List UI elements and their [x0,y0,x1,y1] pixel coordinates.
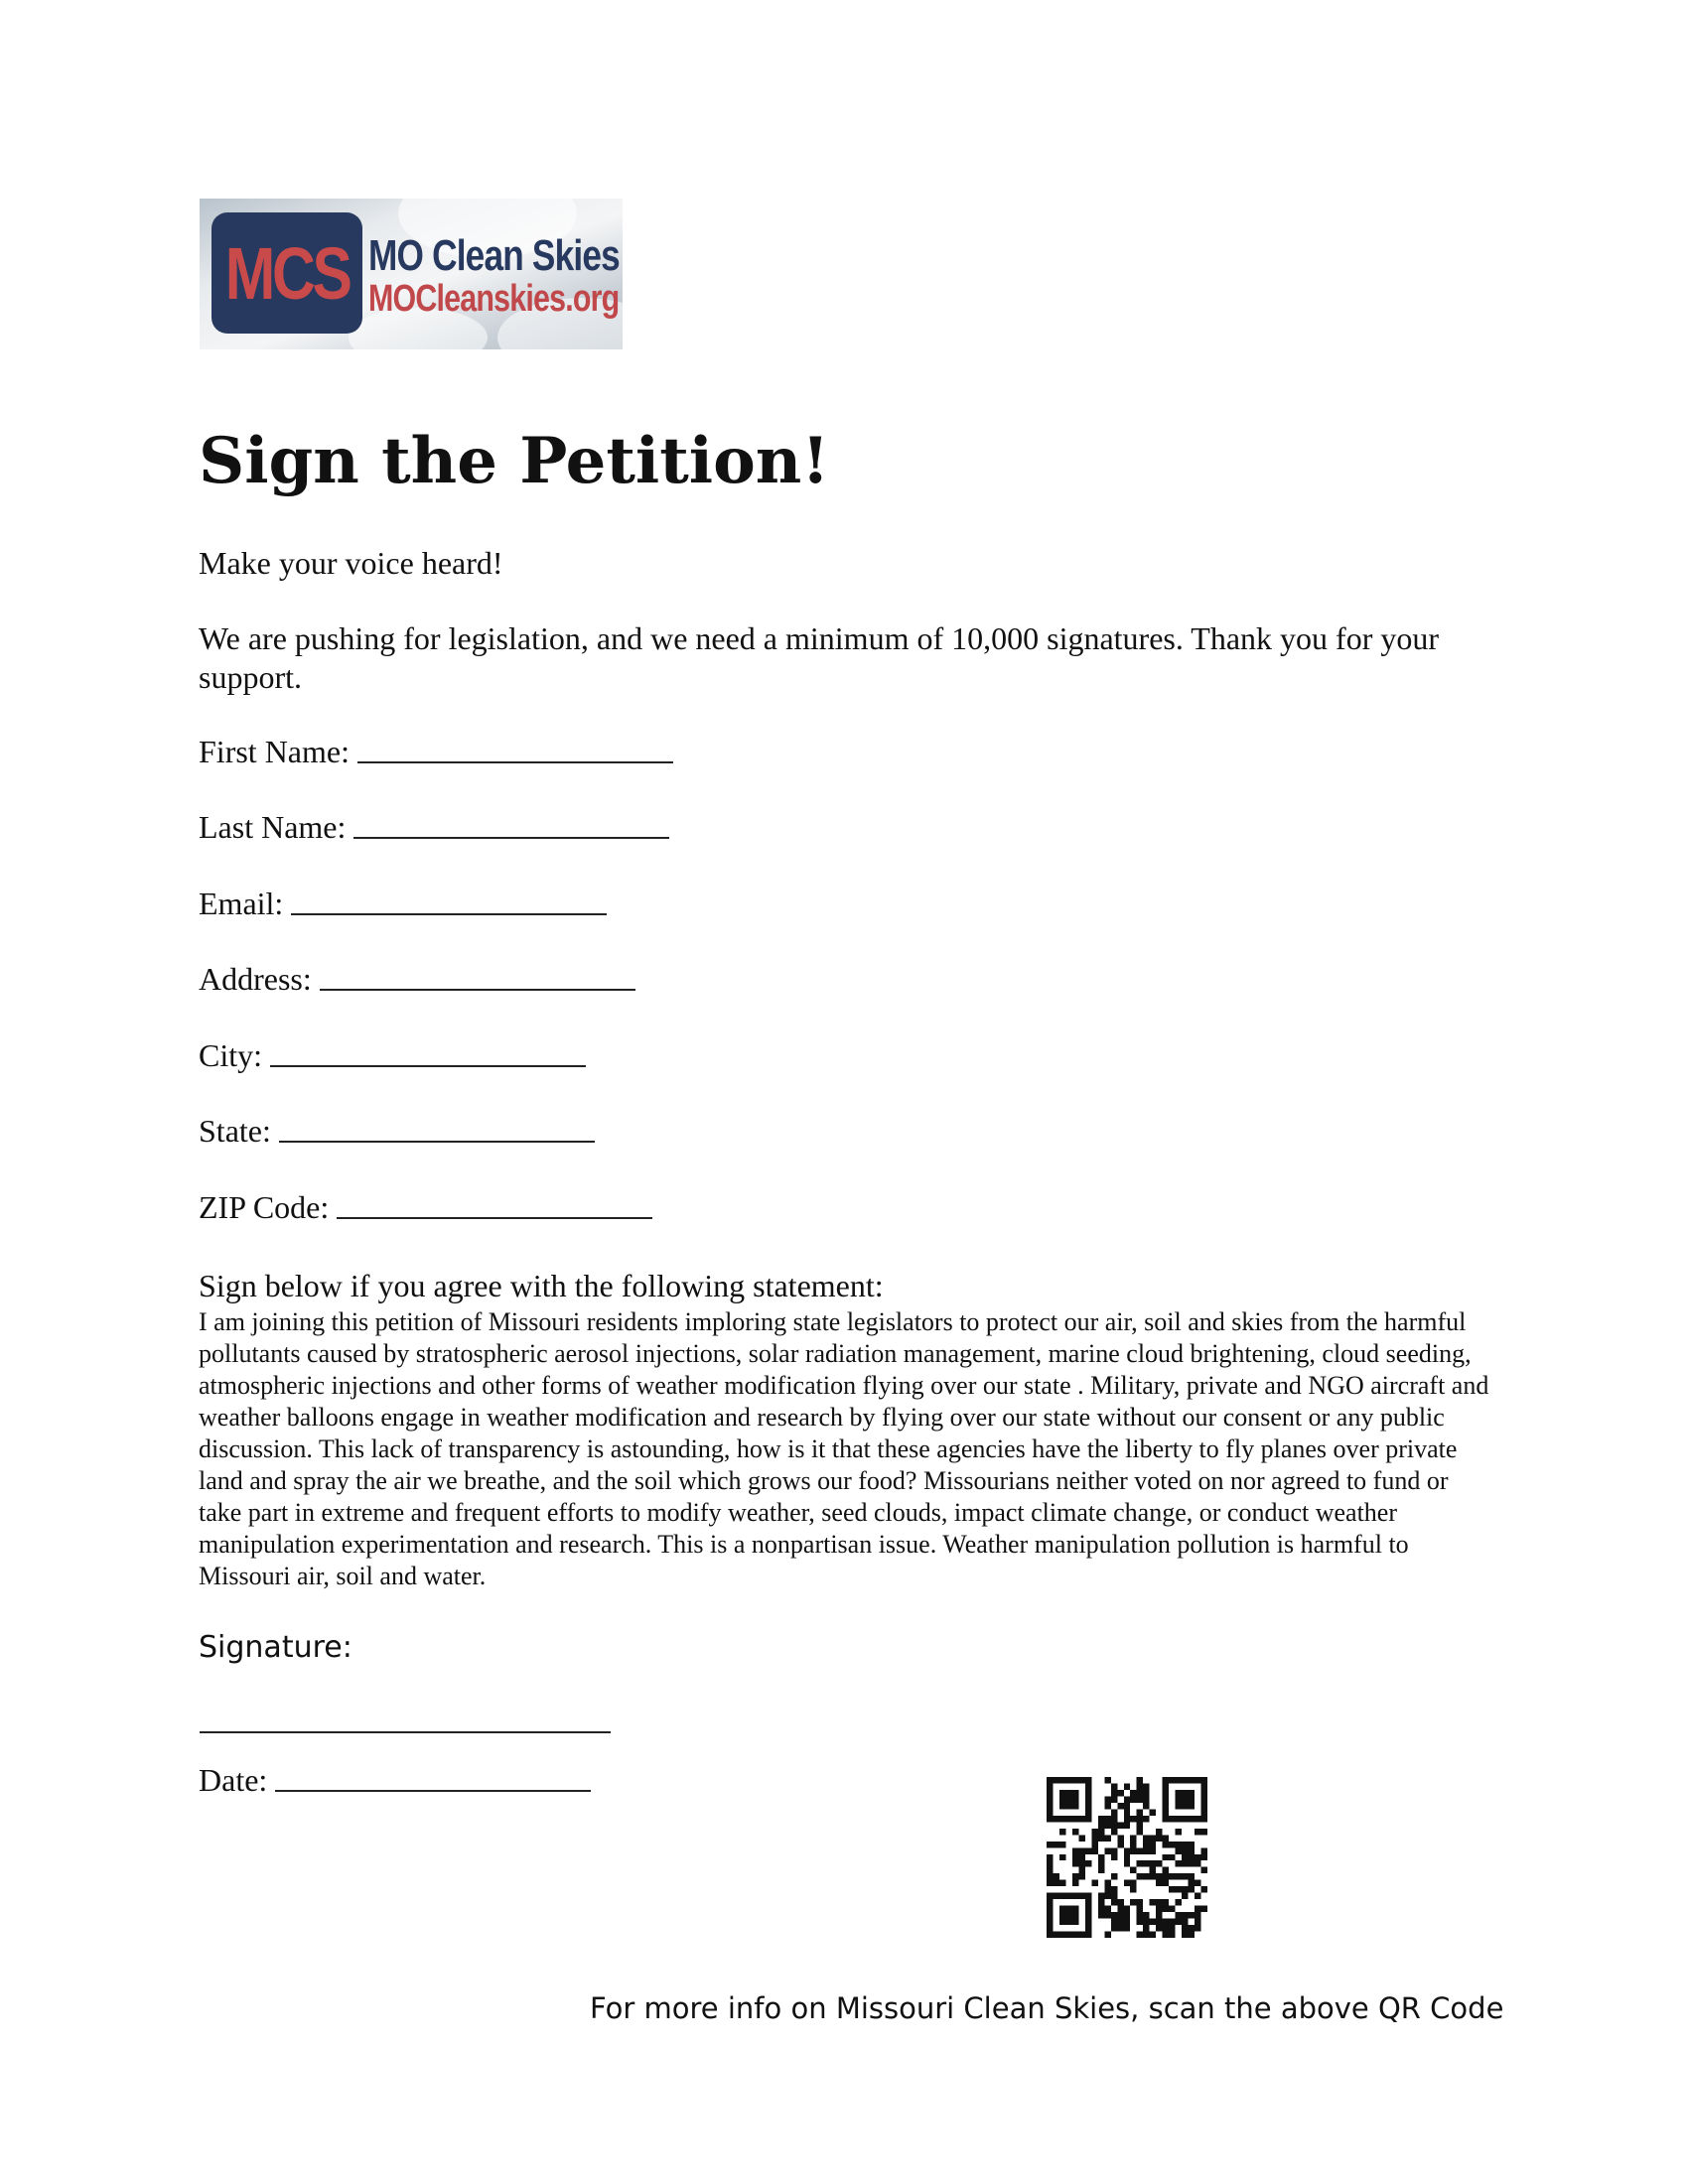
state-line[interactable] [279,1141,595,1143]
address-label: Address: [199,961,312,997]
logo-badge [211,212,362,334]
zip-code-line[interactable] [337,1217,652,1219]
logo-url: MOCleanskies.org [368,278,620,320]
mcs-logo [200,199,623,349]
date-field[interactable] [199,1761,591,1800]
first-name-line[interactable] [357,761,673,763]
logo-badge-text: MCS [224,231,350,315]
last-name-line[interactable] [353,837,669,839]
first-name-field[interactable] [199,733,673,771]
petition-statement: I am joining this petition of Missouri residents imploring state legislators to protect our air, soil and skies from the harmful pollutants caused by stratospheric aerosol injections, solar radiation management, marine cloud brightening, cloud seeding, atmospheric injections and other forms of weather modification flying over our state . Military, private and NGO aircraft and weather balloons engage in weather modification and research by flying over our state without our consent or any public discussion. This lack of transparency is astounding, how is it that these agencies have the liberty to fly planes over private land and spray the air we breathe, and the soil which grows our food? Missourians neither voted on nor agreed to fund or take part in extreme and frequent efforts to modify weather, seed clouds, impact climate change, or conduct weather manipulation experimentation and research. This is a nonpartisan issue. Weather manipulation pollution is harmful to Missouri air, soil and water. [199,1307,1489,1590]
date-line[interactable] [275,1790,591,1792]
email-field[interactable] [199,885,607,923]
city-field[interactable] [199,1036,586,1075]
footer-note: For more info on Missouri Clean Skies, scan the above QR Code [590,1991,1504,2025]
intro-text: Make your voice heard! [199,545,503,581]
email-line[interactable] [291,913,607,915]
page-title: Sign the Petition! [199,424,830,498]
city-label: City: [199,1037,263,1073]
logo-name: MO Clean Skies [368,231,620,280]
email-label: Email: [199,886,284,921]
last-name-field[interactable] [199,808,669,847]
zip-code-field[interactable] [199,1188,652,1227]
state-label: State: [199,1113,271,1149]
address-line[interactable] [320,989,635,991]
city-line[interactable] [270,1065,586,1067]
address-field[interactable] [199,960,635,999]
zip-code-label: ZIP Code: [199,1189,330,1225]
last-name-label: Last Name: [199,809,347,845]
qr-code-icon[interactable] [1047,1777,1207,1938]
signature-label: Signature: [199,1630,352,1665]
signature-line[interactable] [200,1731,611,1733]
date-label: Date: [199,1762,268,1798]
state-field[interactable] [199,1112,595,1151]
first-name-label: First Name: [199,734,350,769]
intro-paragraph: We are pushing for legislation, and we need a minimum of 10,000 signatures. Thank you for your support. [199,620,1439,695]
statement-heading: Sign below if you agree with the following statement: [199,1268,884,1303]
